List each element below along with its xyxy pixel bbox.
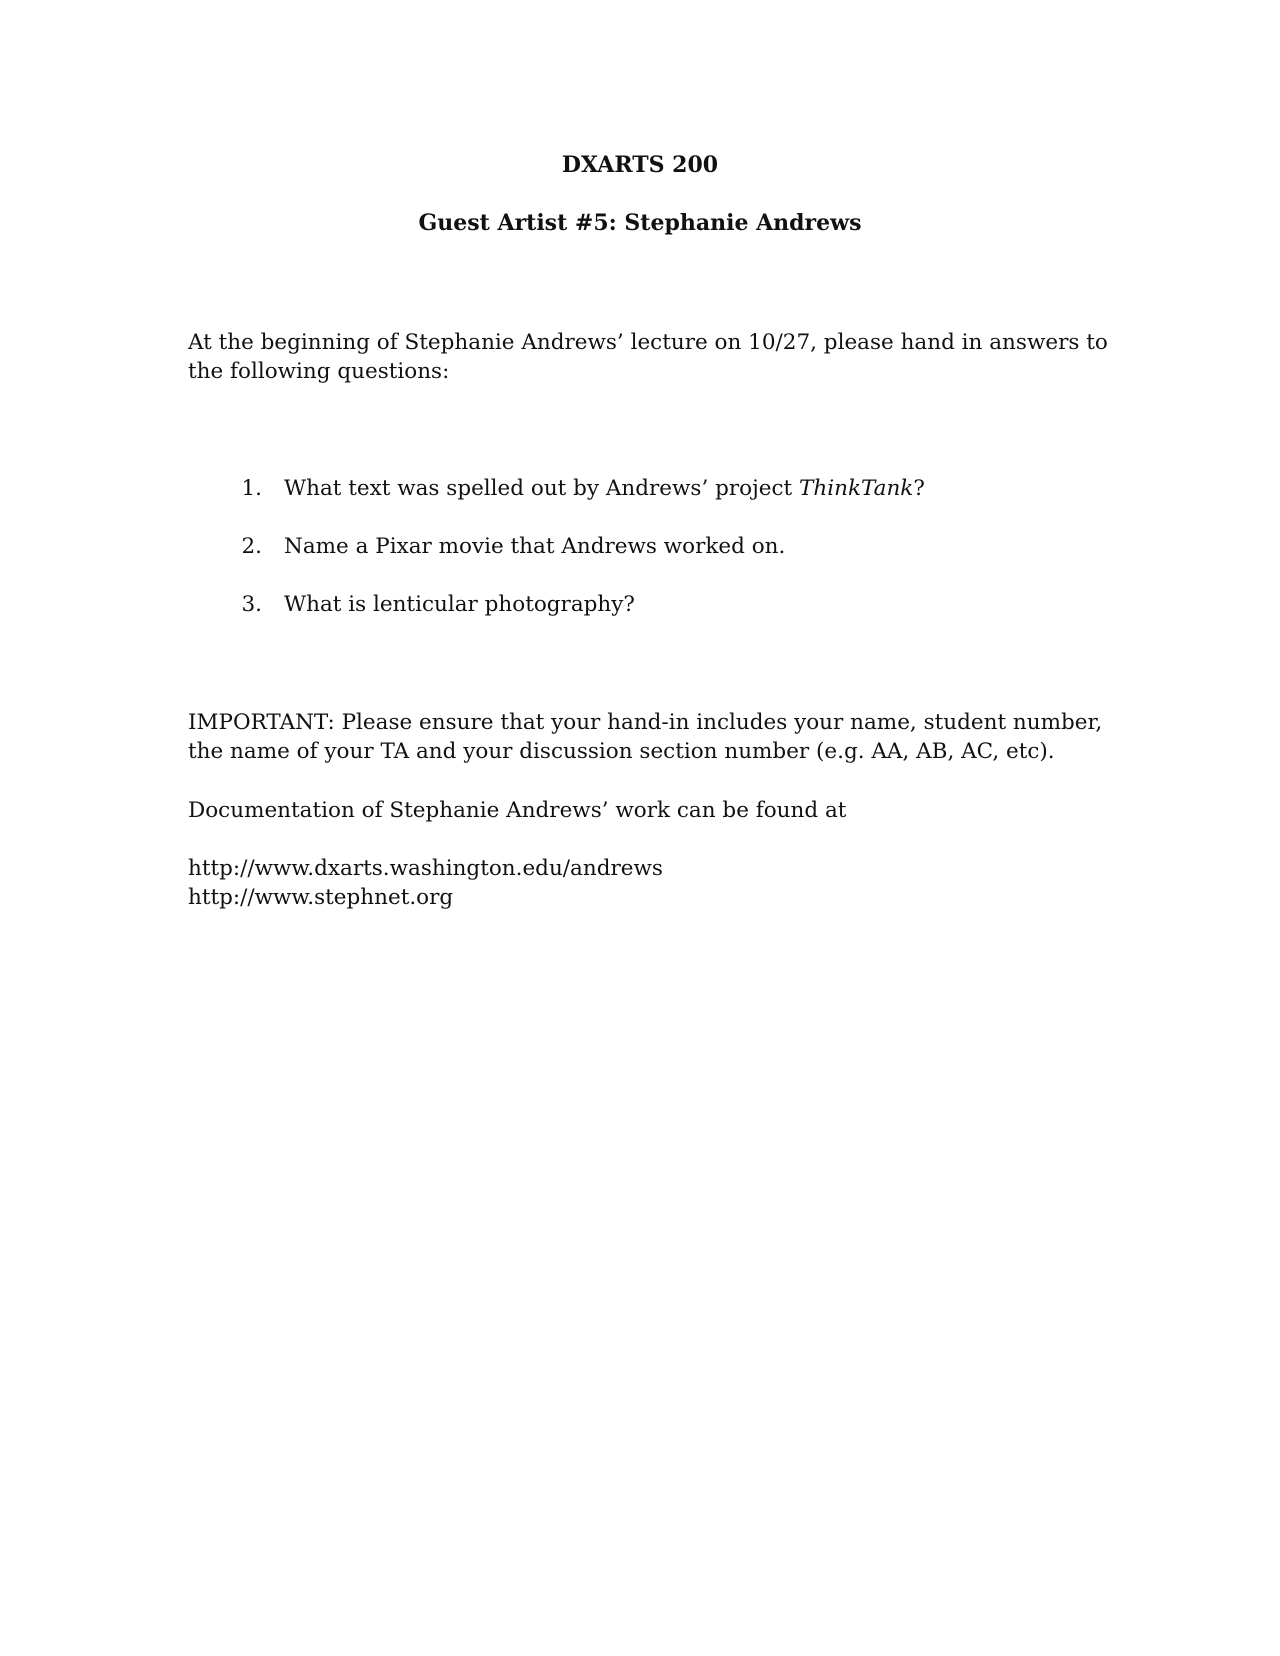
document-title: Guest Artist #5: Stephanie Andrews: [418, 210, 862, 236]
question-text-end: ?: [913, 476, 925, 501]
question-number: 1.: [241, 476, 262, 501]
intro-line-2: the following questions:: [188, 359, 450, 384]
link-stephnet[interactable]: http://www.stephnet.org: [188, 885, 454, 910]
question-item: [222, 590, 635, 619]
question-text: What is lenticular photography?: [284, 592, 635, 617]
important-line-1: IMPORTANT: Please ensure that your hand-in includes your name, student number,: [188, 710, 1103, 735]
course-title: DXARTS 200: [561, 152, 719, 178]
link-dxarts[interactable]: http://www.dxarts.washington.edu/andrews: [188, 856, 663, 881]
project-name: ThinkTank: [799, 476, 914, 501]
question-text: Name a Pixar movie that Andrews worked on.: [284, 534, 786, 559]
intro-line-1: At the beginning of Stephanie Andrews’ lecture on 10/27, please hand in answers to: [188, 330, 1108, 355]
question-number: 3.: [241, 592, 262, 617]
question-item: [222, 474, 925, 503]
important-line-2: the name of your TA and your discussion section number (e.g. AA, AB, AC, etc).: [188, 739, 1055, 764]
question-number: 2.: [241, 534, 262, 559]
intro-paragraph: [188, 328, 1108, 386]
documentation-links: [188, 854, 1108, 912]
documentation-text: Documentation of Stephanie Andrews’ work can be found at: [188, 798, 847, 823]
important-note: [188, 708, 1108, 766]
question-text: What text was spelled out by Andrews’ project: [284, 476, 800, 501]
question-item: [222, 532, 785, 561]
